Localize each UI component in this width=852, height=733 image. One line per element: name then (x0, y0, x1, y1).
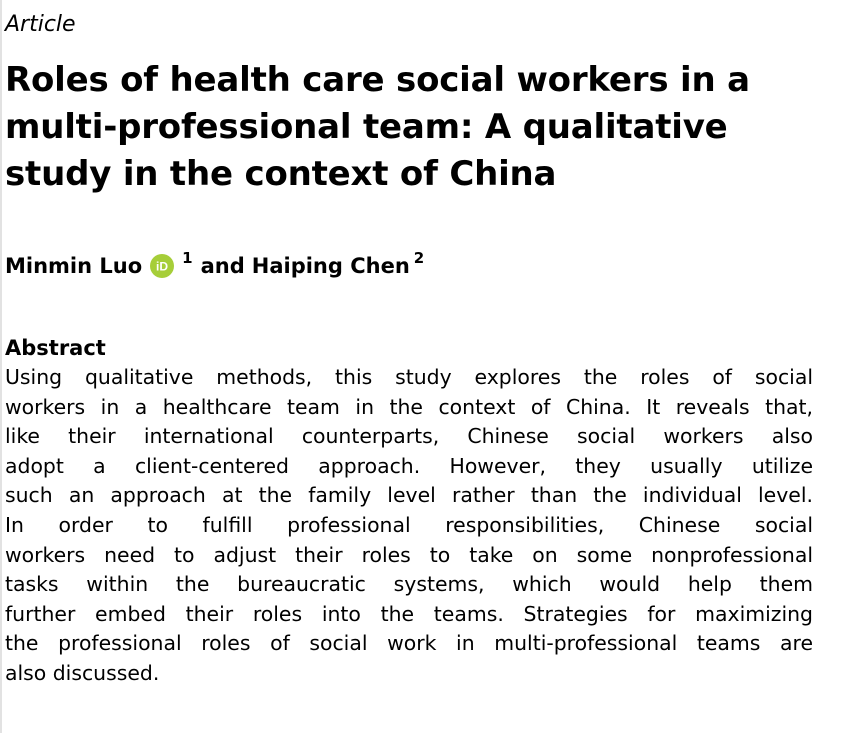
title-line: Roles of health care social workers in a (5, 60, 750, 100)
abstract-line: also discussed. (5, 660, 160, 685)
abstract-line: like their international counterparts, Chinese social workers also (5, 424, 813, 449)
author-1-affiliation: 1 (182, 249, 193, 267)
page-edge-divider (0, 0, 2, 733)
article-title (5, 57, 795, 198)
abstract-line: workers need to adjust their roles to take on some nonprofessional (5, 542, 813, 567)
abstract-heading: Abstract (5, 336, 106, 360)
article-type-label: Article (5, 12, 76, 37)
title-line: study in the context of China (5, 154, 557, 194)
abstract-line: workers in a healthcare team in the context of China. It reveals that, (5, 394, 813, 419)
abstract-line: such an approach at the family level rather than the individual level. (5, 483, 813, 508)
title-line: multi-professional team: A qualitative (5, 107, 728, 147)
abstract-text (5, 363, 813, 689)
abstract-line: adopt a client-centered approach. However, they usually utilize (5, 453, 813, 478)
author-list (5, 249, 425, 280)
abstract-line: the professional roles of social work in multi-professional teams are (5, 631, 813, 656)
abstract-line: tasks within the bureaucratic systems, which would help them (5, 572, 813, 597)
author-2-affiliation: 2 (413, 249, 425, 267)
author-connector: and (200, 254, 245, 278)
abstract-line: Using qualitative methods, this study explores the roles of social (5, 365, 813, 389)
author-name-2[interactable]: Haiping Chen (251, 254, 410, 278)
abstract-line: further embed their roles into the teams. Strategies for maximizing (5, 601, 813, 626)
orcid-icon[interactable] (150, 254, 174, 278)
abstract-line: In order to fulfill professional responsibilities, Chinese social (5, 512, 813, 537)
orcid-icon-text: iD (156, 259, 169, 274)
author-name-1[interactable]: Minmin Luo (5, 254, 143, 278)
